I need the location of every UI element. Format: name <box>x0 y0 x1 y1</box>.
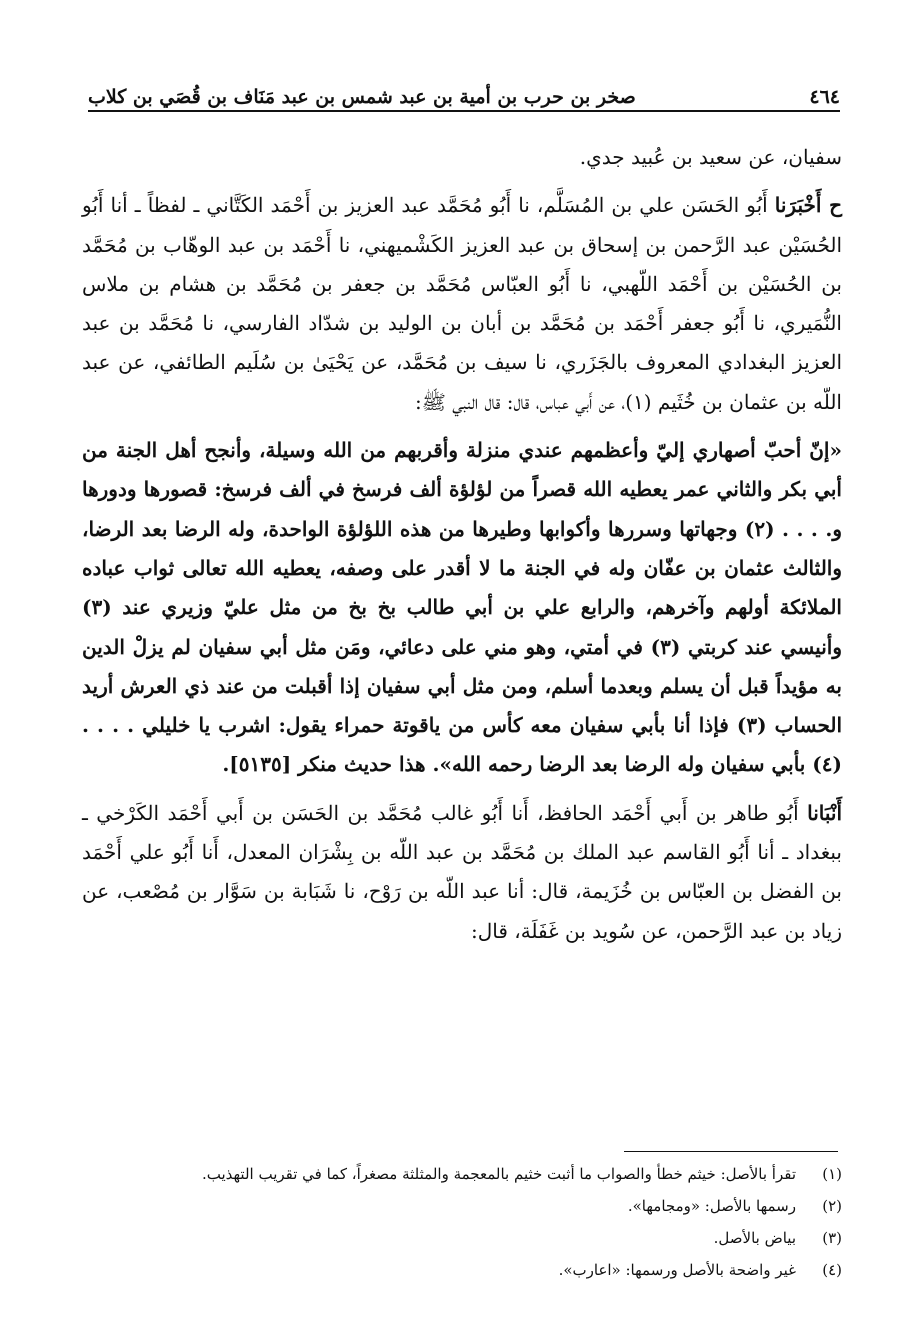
main-text <box>82 138 842 960</box>
paragraph-isnad <box>82 794 842 951</box>
paragraph-lead: ح أَخْبَرَنا <box>774 193 842 218</box>
footnotes <box>82 1158 842 1286</box>
footnote <box>82 1222 842 1254</box>
paragraph-text: أَبُو الحَسَن علي بن المُسَلَّم، نا أَبُو مُحَمَّد عبد العزيز بن أَحْمَد الكَتَّاني ـ لفظاً ـ أنا أَبُو الحُسَيْن عبد الرَّحمن بن إسحاق بن عبد العزيز الكَشْميهني، نا أَحْمَد بن عبد الوهّاب بن مُحَمَّد بن الحُسَيْن بن أَحْمَد اللّهبي، نا أَبُو العبّاس مُحَمَّد بن جعفر بن مُحَمَّد بن هشام بن ملاس النُّمَيري، نا أَبُو جعفر أَحْمَد بن مُحَمَّد بن أبان بن الوليد بن شدّاد الفارسي، نا مُحَمَّد بن عبد العزيز البغدادي المعروف بالجَزَري، نا سيف بن مُحَمَّد، عن يَحْيَىٰ بن سُلَيم الطائفي، عن عبد اللّه بن عثمان بن خُثَيم (١)، عن أَبي عباس، قال: قال النبي ﷺ: <box>82 193 842 414</box>
footnote-rule <box>624 1151 838 1152</box>
paragraph-text: «إنّ أحبّ أصهاري إليّ وأعظمهم عندي منزلة وأقربهم من الله وسيلة، وأنجح أهل الجنة من أبي بكر والثاني عمر يعطيه الله قصراً من لؤلؤة ألف فرسخ في ألف فرسخ: قصورها ودورها و. . . . (٢) وجهاتها وسررها وأكوابها وطيرها من هذه اللؤلؤة الواحدة، وله الرضا بعد الرضا، والثالث عثمان بن عفّان وله في الجنة ما لا أقدر على وصفه، يعطيه الله تعالى ثواب عباده الملائكة أولهم وآخرهم، والرابع علي بن أبي طالب بخ بخ من مثل عليّ وزيري عند (٣) وأنيسي عند كربتي (٣) في أمتي، وهو مني على دعائي، ومَن مثل أبي سفيان لم يزلْ الدين به مؤيداً قبل أن يسلم وبعدما أسلم، ومن مثل أبي سفيان إذا أقبلت من عند ذي العرش أريد الحساب (٣) فإذا أنا بأبي سفيان معه كأس من ياقوتة حمراء يقول: اشرب يا خليلي . . . . (٤) بأبي سفيان وله الرضا بعد الرضا رحمه الله». هذا حديث منكر [٥١٣٥]. <box>82 438 843 777</box>
paragraph-text: سفيان، عن سعيد بن عُبيد جدي. <box>579 145 842 169</box>
running-title: صخر بن حرب بن أمية بن عبد شمس بن عبد مَنَاف بن قُصَي بن كلاب <box>88 86 636 108</box>
paragraph-continuation <box>82 138 842 177</box>
footnote-number: (٣) <box>822 1229 842 1247</box>
paragraph-lead: أَنْبَانا <box>807 800 843 825</box>
page-header <box>88 70 840 108</box>
header-rule <box>88 110 840 112</box>
paragraph-text: أَبُو طاهر بن أَبي أَحْمَد الحافظ، أَنا أَبُو غالب مُحَمَّد بن الحَسَن بن أَبي أَحْمَد الكَرْخي ـ ببغداد ـ أنا أَبُو القاسم عبد الملك بن مُحَمَّد بن عبد اللّه بن بِشْرَان المعدل، أَنا أَبُو علي أَحْمَد بن الفضل بن العبّاس بن خُزَيمة، قال: أنا عبد اللّه بن رَوْح، نا شَبَابة بن سَوَّار بن مُصْعب، عن زياد بن عبد الرَّحمن، عن سُويد بن غَفَلَة، قال: <box>82 800 842 943</box>
footnote-number: (١) <box>822 1165 842 1183</box>
footnote-text: رسمها بالأصل: «ومجامها». <box>627 1197 796 1215</box>
page-number: ٤٦٤ <box>809 86 840 108</box>
footnote-number: (٤) <box>822 1261 842 1279</box>
paragraph-hadith-quote <box>82 431 842 785</box>
footnote-text: غير واضحة بالأصل ورسمها: «اعارب». <box>558 1261 796 1279</box>
footnote <box>82 1190 842 1222</box>
footnote-text: بياض بالأصل. <box>713 1229 796 1247</box>
footnote <box>82 1158 842 1190</box>
paragraph-isnad <box>82 186 842 422</box>
footnote-number: (٢) <box>822 1197 842 1215</box>
footnote-text: تقرأ بالأصل: خيثم خطأ والصواب ما أثبت خثيم بالمعجمة والمثلثة مصغراً، كما في تقريب التهذيب. <box>201 1165 796 1183</box>
footnote <box>82 1254 842 1286</box>
